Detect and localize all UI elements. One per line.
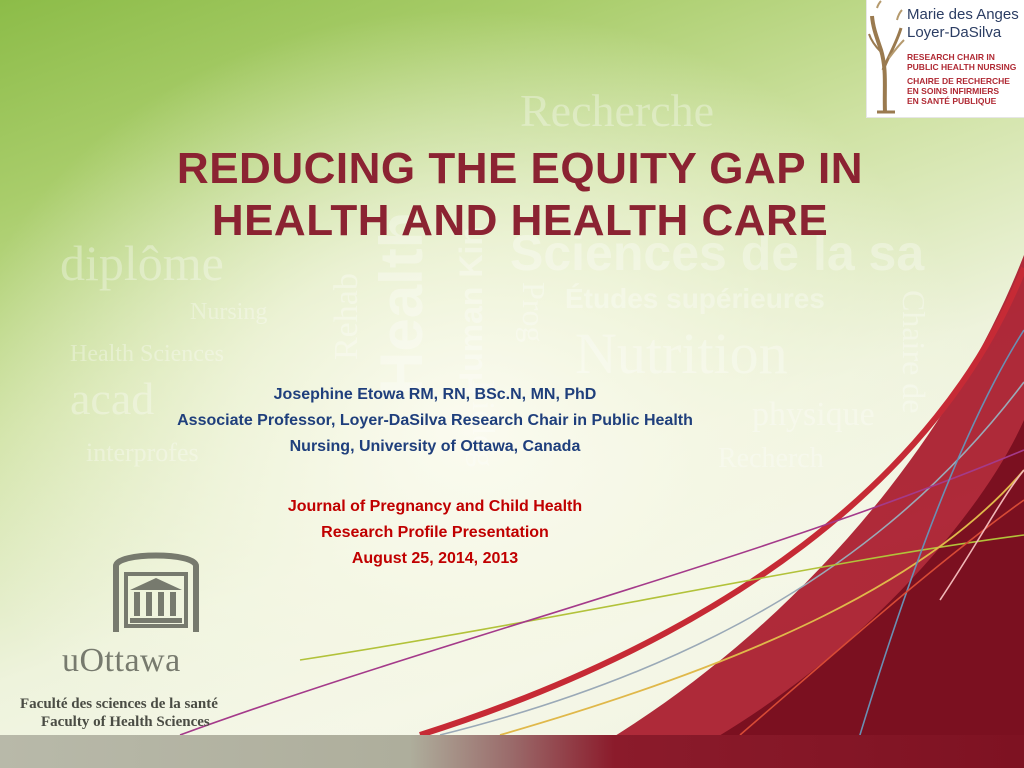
uottawa-wordmark: uOttawa [62, 642, 181, 679]
chair-logo-sub-1: RESEARCH CHAIR IN [907, 52, 995, 62]
uottawa-building-icon [108, 544, 204, 634]
chair-logo-sub-2: PUBLIC HEALTH NURSING [907, 62, 1017, 72]
research-chair-logo [866, 0, 1024, 118]
bg-word-nutrition: Nutrition [575, 321, 788, 386]
bg-word-human-kin: Human Kin [453, 226, 489, 395]
chair-logo-name-1: Marie des Anges [907, 6, 1019, 23]
bg-word-health-sciences: Health Sciences [70, 341, 224, 367]
title-line-1: REDUCING THE EQUITY GAP IN [176, 144, 864, 193]
faculty-name-fr: Faculté des sciences de la santé [20, 696, 218, 712]
chair-logo-sub-5: EN SANTÉ PUBLIQUE [907, 96, 997, 106]
tree-icon [867, 0, 907, 117]
bg-word-academ: acad [70, 373, 155, 424]
footer-bar [0, 735, 1024, 768]
bg-word-chaire: Chaire de [896, 290, 932, 414]
bg-word-program: Prog [516, 282, 552, 343]
faculty-name-en: Faculty of Health Sciences [41, 714, 210, 730]
author-block [100, 382, 770, 460]
bg-word-diplome: diplôme [60, 235, 224, 291]
bg-word-etudes: Études supérieures [565, 283, 825, 314]
bg-word-health: Health [368, 211, 435, 395]
bg-word-interprofes: interprofes [86, 438, 199, 467]
event-presentation: Research Profile Presentation [321, 524, 549, 541]
bg-word-recherch2: Recherch [718, 443, 824, 474]
title-line-2: HEALTH AND HEALTH CARE [211, 196, 829, 245]
author-name: Josephine Etowa RM, RN, BSc.N, MN, PhD [273, 386, 597, 403]
bg-word-physique: physique [752, 396, 875, 433]
author-affiliation: Nursing, University of Ottawa, Canada [289, 438, 581, 455]
event-block [150, 494, 720, 572]
chair-logo-name-2: Loyer-DaSilva [907, 24, 1002, 41]
bg-word-nursing: Nursing [190, 299, 268, 325]
chair-logo-sub-4: EN SOINS INFIRMIERS [907, 86, 1000, 96]
event-date: August 25, 2014, 2013 [351, 550, 519, 567]
bg-word-sciences: Sciences de la sa [510, 225, 925, 281]
event-journal: Journal of Pregnancy and Child Health [287, 498, 583, 515]
slide-title [100, 143, 940, 247]
chair-logo-sub-3: CHAIRE DE RECHERCHE [907, 76, 1010, 86]
bg-word-rehab: Rehab [328, 273, 365, 360]
author-position: Associate Professor, Loyer-DaSilva Research Chair in Public Health [177, 412, 693, 429]
bg-word-recherche: Recherche [520, 85, 715, 136]
bg-word-biology: Biolog [466, 380, 502, 468]
